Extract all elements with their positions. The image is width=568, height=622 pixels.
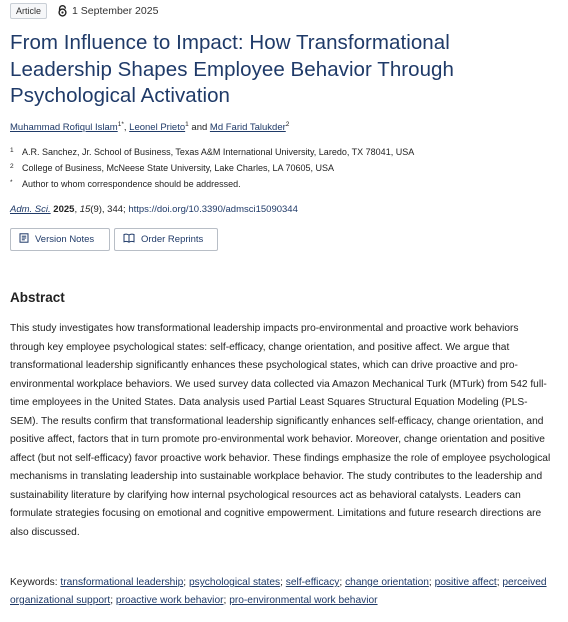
citation-year: 2025: [53, 204, 75, 215]
keyword-link[interactable]: transformational leadership: [60, 577, 184, 588]
keyword-link[interactable]: pro-environmental work behavior: [229, 595, 378, 606]
citation-volume: 15: [79, 204, 91, 215]
order-reprints-button[interactable]: [114, 228, 218, 251]
author-link-3[interactable]: Md Farid Talukder: [209, 122, 286, 133]
affiliation-text: A.R. Sanchez, Jr. School of Business, Texas A&M International University, Laredo, TX 78041, USA: [22, 147, 415, 157]
document-icon: [19, 233, 35, 246]
article-type-badge: Article: [10, 3, 47, 19]
article-title: From Influence to Impact: How Transformational Leadership Shapes Employee Behavior Through Psychological Activation: [10, 31, 454, 107]
version-notes-button[interactable]: [10, 228, 110, 251]
citation: Adm. Sci. 2025, 15(9), 344; https://doi.org/10.3390/admsci15090344: [10, 204, 298, 215]
keyword-link[interactable]: perceived organizational support: [10, 577, 547, 606]
book-icon: [123, 233, 141, 246]
citation-issue-pages: (9), 344;: [90, 204, 129, 215]
doi-link[interactable]: https://doi.org/10.3390/admsci15090344: [128, 204, 298, 215]
keyword-link[interactable]: self-efficacy: [285, 577, 340, 588]
author-separator: ,: [123, 122, 130, 133]
keyword-link[interactable]: positive affect: [434, 577, 497, 588]
author-link-1[interactable]: Muhammad Rofiqul Islam: [10, 122, 118, 133]
order-reprints-label: Order Reprints: [141, 234, 204, 245]
publication-date: 1 September 2025: [72, 5, 159, 17]
keyword-link[interactable]: psychological states: [188, 577, 281, 588]
abstract-heading: Abstract: [10, 290, 65, 305]
keywords-label: Keywords:: [10, 577, 61, 588]
affiliation-number: *: [10, 179, 13, 186]
keyword-link[interactable]: proactive work behavior: [115, 595, 224, 606]
author-sup-3: 2: [285, 121, 290, 128]
affiliation-2: [10, 163, 334, 173]
affiliation-text: Author to whom correspondence should be addressed.: [22, 179, 241, 189]
affiliation-correspondence: [10, 179, 241, 189]
article-meta: [10, 3, 158, 19]
affiliation-text: College of Business, McNeese State University, Lake Charles, LA 70605, USA: [22, 163, 334, 173]
author-sup-2: 1: [185, 121, 189, 128]
keywords: Keywords: transformational leadership; psychological states; self-efficacy; change orientation; positive affect; perceived organizational support; proactive work behavior; pro-environmental work behavior: [10, 577, 547, 606]
author-separator-and: and: [188, 122, 210, 133]
affiliation-number: 1: [10, 147, 14, 154]
author-sup-1: 1*: [117, 121, 124, 128]
journal-link[interactable]: Adm. Sci.: [10, 204, 51, 215]
open-access-icon: [56, 5, 68, 17]
version-notes-label: Version Notes: [35, 234, 95, 245]
affiliation-number: 2: [10, 163, 14, 170]
author-list: [10, 121, 289, 133]
abstract-text: This study investigates how transformational leadership impacts pro-environmental and proactive work behaviors through key employee psychological states: self-efficacy, change orientation, and positive affect. We argue that transformational leadership significantly enhances these psychological states, which can drive proactive and pro-environmental workplace behaviors. We used survey data collected via Amazon Mechanical Turk (MTurk) from 542 full-time employees in the United States. Data analysis used Partial Least Squares Structural Equation Modeling (PLS-SEM). The results confirm that transformational leadership significantly enhances self-efficacy, change orientation, and positive affect, factors that in turn promote pro-environmental work behavior. Moreover, change orientation and positive affect (but not self-efficacy) favor proactive work behavior. These findings emphasize the role of employee psychological mechanisms in translating leadership into sustainable workplace behavior. The study contributes to the leadership and sustainability literature by clarifying how internal psychological resources act as behavioral catalysts. Leaders can formulate strategies focusing on emotional and cognitive empowerment. Limitations and future research directions are also discussed.: [10, 323, 551, 538]
affiliation-1: [10, 147, 414, 157]
keyword-link[interactable]: change orientation: [345, 577, 429, 588]
author-link-2[interactable]: Leonel Prieto: [129, 122, 186, 133]
